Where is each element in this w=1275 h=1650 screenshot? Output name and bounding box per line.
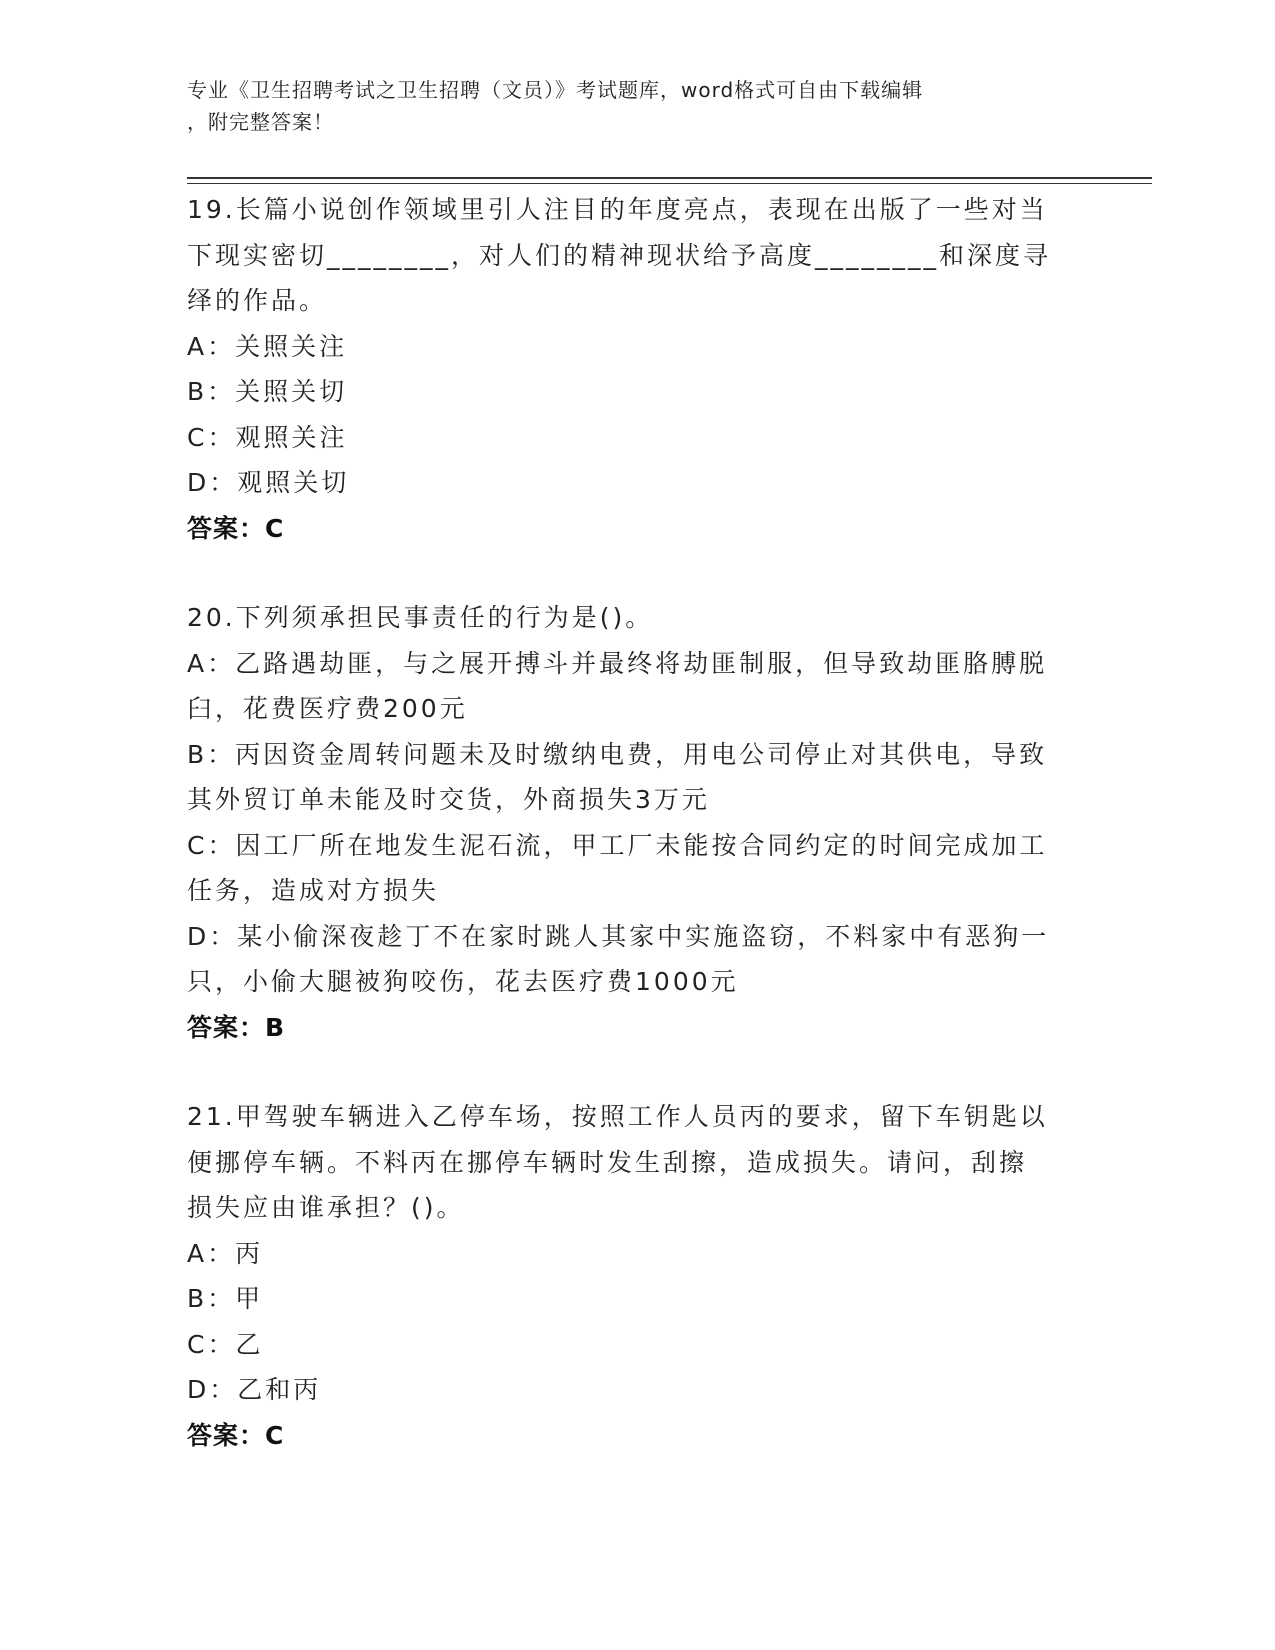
option-c-continued: 任务，造成对方损失 xyxy=(187,876,440,905)
question-19 xyxy=(187,187,1067,551)
question-stem-line: 21.甲驾驶车辆进入乙停车场，按照工作人员丙的要求，留下车钥匙以 xyxy=(187,1102,1048,1131)
question-stem-line: 19.长篇小说创作领域里引人注目的年度亮点，表现在出版了一些对当 xyxy=(187,195,1048,224)
option-b: B：丙因资金周转问题未及时缴纳电费，用电公司停止对其供电，导致 xyxy=(187,739,1048,769)
option-b: B：甲 xyxy=(187,1284,264,1313)
option-c: C：因工厂所在地发生泥石流，甲工厂未能按合同约定的时间完成加工 xyxy=(187,830,1048,860)
option-a-continued: 臼，花费医疗费200元 xyxy=(187,694,468,723)
answer-label: 答案：C xyxy=(187,513,285,543)
question-spacer xyxy=(187,551,1067,595)
header-line-1: 专业《卫生招聘考试之卫生招聘（文员）》考试题库，word格式可自由下载编辑 xyxy=(187,78,924,102)
answer-label: 答案：B xyxy=(187,1012,286,1042)
option-b: B：关照关切 xyxy=(187,377,348,406)
question-stem-line: 便挪停车辆。不料丙在挪停车辆时发生刮擦，造成损失。请问，刮擦 xyxy=(187,1147,1028,1177)
option-c: C：乙 xyxy=(187,1329,264,1359)
question-spacer xyxy=(187,1050,1067,1094)
question-stem-line: 损失应由谁承担？()。 xyxy=(187,1193,465,1222)
option-b-continued: 其外贸订单未能及时交货，外商损失3万元 xyxy=(187,785,710,814)
option-c: C：观照关注 xyxy=(187,422,348,452)
option-d-continued: 只，小偷大腿被狗咬伤，花去医疗费1000元 xyxy=(187,967,739,996)
option-a: A：丙 xyxy=(187,1238,264,1268)
question-list xyxy=(187,187,1067,1458)
document-header xyxy=(187,74,1067,138)
answer-label: 答案：C xyxy=(187,1420,285,1450)
option-d: D：某小偷深夜趁丁不在家时跳人其家中实施盗窃，不料家中有恶狗一 xyxy=(187,921,1050,951)
question-20 xyxy=(187,595,1067,1050)
header-divider-thick xyxy=(187,177,1152,179)
question-stem-line: 绎的作品。 xyxy=(187,286,328,315)
header-line-2: ，附完整答案！ xyxy=(187,110,334,134)
option-a: A：乙路遇劫匪，与之展开搏斗并最终将劫匪制服，但导致劫匪胳膊脱 xyxy=(187,648,1048,678)
question-21 xyxy=(187,1094,1067,1458)
option-d: D：观照关切 xyxy=(187,468,350,497)
option-a: A：关照关注 xyxy=(187,331,348,361)
question-stem-line: 下现实密切________，对人们的精神现状给予高度________和深度寻 xyxy=(187,240,1052,270)
question-stem-line: 20.下列须承担民事责任的行为是()。 xyxy=(187,603,654,632)
option-d: D：乙和丙 xyxy=(187,1375,322,1404)
header-divider-thin xyxy=(187,183,1152,184)
